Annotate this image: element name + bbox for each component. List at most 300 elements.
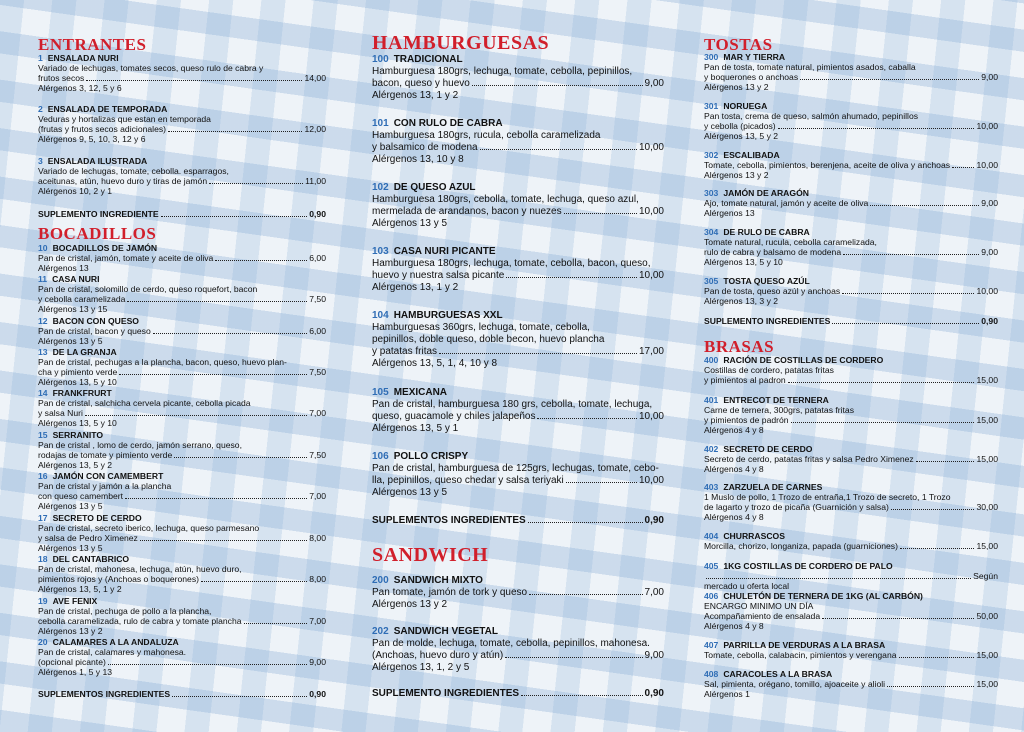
item-name: CON RULO DE CABRA [393, 118, 503, 129]
item-price-line [38, 73, 326, 83]
suplemento-line [372, 688, 664, 699]
item-number: 408 [704, 669, 719, 679]
item-price: 15,00 [976, 415, 998, 425]
item-description-last: bacon, queso y huevo [372, 78, 470, 89]
item-allergens: Alérgenos 13 y 2 [704, 170, 769, 180]
menu-item [38, 274, 326, 314]
item-name: CASA NURI [52, 274, 100, 284]
dot-leader [842, 293, 974, 294]
item-heading [704, 482, 998, 492]
item-description-last: (opcional picante) [38, 657, 106, 667]
item-number: 304 [704, 227, 719, 237]
item-description-last: (frutas y frutos secos adicionales) [38, 124, 167, 134]
item-allergens: Alérgenos 1 [704, 689, 750, 699]
item-allergens: Alérgenos 13, 5 y 1 [372, 423, 459, 434]
item-price: 6,00 [309, 326, 326, 336]
item-description-last: y boquerones o anchoas [704, 72, 799, 82]
item-number: 18 [38, 554, 48, 564]
dot-leader [506, 277, 637, 278]
item-number: 406 [704, 591, 719, 601]
suplemento-price: 0,90 [309, 689, 326, 699]
suplemento-line [372, 515, 664, 526]
item-heading [38, 471, 326, 481]
item-description-last: lla, pepinillos, queso chedar y salsa teriyaki [372, 475, 564, 486]
dot-leader [564, 213, 637, 214]
item-description-last: Pan de cristal, jamón, tomate y aceite de oliva [38, 253, 214, 263]
item-price: 15,00 [976, 679, 998, 689]
item-description-last: Tomate, cebolla, pimientos, berenjena, aceite de oliva y anchoas [704, 160, 951, 170]
item-price: 10,00 [638, 206, 664, 217]
item-name: SERRANITO [52, 430, 104, 440]
item-description-last: y patatas fritas [372, 346, 438, 357]
item-allergens: Alérgenos 4 y 8 [704, 464, 764, 474]
item-heading [38, 243, 326, 253]
item-price: Según [973, 571, 998, 581]
item-number: 300 [704, 52, 719, 62]
item-price-line [38, 491, 326, 501]
item-heading [704, 276, 998, 286]
item-heading [704, 669, 998, 679]
item-number: 2 [38, 104, 43, 114]
item-name: PARRILLA DE VERDURAS A LA BRASA [723, 640, 886, 650]
item-description: Pan de cristal, secreto iberico, lechuga, queso parmesano [38, 523, 260, 533]
item-name: BOCADILLOS DE JAMÓN [52, 243, 158, 253]
item-name: NORUEGA [723, 101, 768, 111]
item-price-line [372, 650, 664, 662]
item-heading [704, 227, 998, 237]
menu-item [704, 150, 998, 180]
dot-leader [778, 128, 975, 129]
item-description-last: y pimientos al padron [704, 375, 786, 385]
item-heading [38, 637, 326, 647]
item-price: 7,50 [309, 294, 326, 304]
item-price-line [704, 375, 998, 385]
menu-item [704, 444, 998, 474]
item-allergens: Alérgenos 13 y 2 [38, 626, 103, 636]
dot-leader [140, 540, 307, 541]
menu-item [38, 471, 326, 511]
item-description-last: (Anchoas, huevo duro y atún) [372, 650, 504, 661]
dot-leader [887, 686, 974, 687]
item-price: 17,00 [638, 346, 664, 357]
dot-leader [108, 664, 307, 665]
dot-leader [529, 594, 642, 595]
item-heading [704, 561, 998, 571]
item-heading [372, 182, 664, 194]
section-title-sandwich: SANDWICH [372, 544, 489, 566]
item-price: 50,00 [976, 611, 998, 621]
item-price: 8,00 [309, 533, 326, 543]
item-price-line [704, 121, 998, 131]
dot-leader [870, 205, 979, 206]
dot-leader [85, 415, 307, 416]
item-allergens: Alérgenos 13, 5 y 2 [704, 131, 779, 141]
item-name: SECRETO DE CERDO [52, 513, 142, 523]
item-heading [704, 52, 998, 62]
menu-item [704, 101, 998, 141]
item-price: 30,00 [976, 502, 998, 512]
dot-leader [127, 301, 307, 302]
dot-leader [480, 149, 637, 150]
item-name: SANDWICH VEGETAL [393, 626, 498, 637]
item-description-last: y cebolla (picados) [704, 121, 776, 131]
dot-leader [822, 618, 974, 619]
item-price-line [38, 574, 326, 584]
item-description: Pan de molde, lechuga, tomate, cebolla, pepinillos, mahonesa. [372, 638, 650, 649]
item-name: CASA NURI PICANTE [393, 246, 496, 257]
item-description-last: y pimientos de padrón [704, 415, 789, 425]
item-heading [372, 626, 664, 638]
item-price: 7,50 [309, 450, 326, 460]
dot-leader [209, 183, 303, 184]
item-allergens: Alérgenos 9, 5, 10, 3, 12 y 6 [38, 134, 146, 144]
suplemento-label: SUPLEMENTO INGREDIENTES [372, 688, 520, 699]
item-heading [704, 150, 998, 160]
item-name: BACON CON QUESO [52, 316, 139, 326]
section-title-bocadillos: BOCADILLOS [38, 224, 157, 243]
item-heading [38, 316, 326, 326]
menu-item [372, 310, 664, 370]
item-description: Variado de lechugas, tomate, cebolla. esparragos, [38, 166, 229, 176]
item-heading [372, 310, 664, 322]
item-description: Pan de tosta, tomate natural, pimientos asados, caballa [704, 62, 916, 72]
item-description: Pan de cristal, pechugas a la plancha, bacon, queso, huevo plan- [38, 357, 287, 367]
menu-item [704, 561, 998, 591]
item-price-line [38, 253, 326, 263]
dot-leader [537, 418, 637, 419]
section-title-entrantes: ENTRANTES [38, 35, 147, 54]
menu-item [38, 347, 326, 387]
item-name: AVE FENIX [52, 596, 98, 606]
item-heading [372, 575, 664, 587]
dot-leader [472, 85, 643, 86]
item-price: 10,00 [638, 270, 664, 281]
item-description: Veduras y hortalizas que estan en temporada [38, 114, 211, 124]
item-allergens: Alérgenos 13 [38, 263, 89, 273]
item-number: 404 [704, 531, 719, 541]
item-number: 10 [38, 243, 48, 253]
item-name: CHURRASCOS [723, 531, 785, 541]
dot-leader [86, 80, 302, 81]
item-price-line [704, 415, 998, 425]
item-heading [38, 596, 326, 606]
item-price-line [704, 286, 998, 296]
item-name: ENTRECOT DE TERNERA [723, 395, 829, 405]
item-description-last: pimientos rojos y (Anchoas o boquerones) [38, 574, 199, 584]
item-heading [38, 388, 326, 398]
item-number: 106 [372, 451, 389, 462]
item-allergens: Alérgenos 13, 5, 1 y 2 [38, 584, 122, 594]
item-price-line [372, 78, 664, 90]
item-name: ENSALADA NURI [47, 53, 119, 63]
menu-item [372, 626, 664, 674]
item-heading [704, 395, 998, 405]
item-name: DEL CANTABRICO [52, 554, 130, 564]
item-description: ENCARGO MINIMO UN DÍA [704, 601, 814, 611]
item-description: Pan de cristal y jamón a la plancha [38, 481, 172, 491]
item-price: 9,00 [981, 72, 998, 82]
item-description-last: y salsa de Pedro Ximenez [38, 533, 138, 543]
item-number: 200 [372, 575, 389, 586]
item-description-last: rulo de cabra y balsamo de modena [704, 247, 842, 257]
dot-leader [201, 581, 307, 582]
suplemento-label: SUPLEMENTOS INGREDIENTES [38, 689, 171, 699]
item-description: Pan de cristal , lomo de cerdo, jamón serrano, queso, [38, 440, 242, 450]
item-price: 10,00 [976, 121, 998, 131]
item-name: MEXICANA [393, 387, 448, 398]
item-description-last: frutos secos [38, 73, 85, 83]
item-number: 103 [372, 246, 389, 257]
menu-item [38, 316, 326, 346]
item-price-line [38, 657, 326, 667]
menu-item [38, 430, 326, 470]
dot-leader [952, 167, 974, 168]
dot-leader [244, 623, 308, 624]
item-description: Hamburguesa 180grs, cebolla, tomate, lechuga, queso azul, [372, 194, 639, 205]
item-price-line [372, 411, 664, 423]
item-description: Carne de ternera, 300grs, patatas fritas [704, 405, 854, 415]
suplemento-line [38, 689, 326, 699]
item-number: 407 [704, 640, 719, 650]
menu-item [704, 188, 998, 218]
item-description: Pan de cristal, solomillo de cerdo, queso roquefort, bacon [38, 284, 258, 294]
dot-leader [125, 498, 307, 499]
item-name: DE QUESO AZUL [393, 182, 476, 193]
item-price: 10,00 [638, 475, 664, 486]
item-name: CHULETÓN DE TERNERA DE 1KG (AL CARBÓN) [723, 591, 923, 601]
item-allergens: Alérgenos 13 y 5 [372, 218, 448, 229]
item-description-last: Pan tomate, jamón de tork y queso [372, 587, 528, 598]
item-price-line [38, 616, 326, 626]
menu-item [704, 227, 998, 267]
item-price: 10,00 [638, 411, 664, 422]
item-description-last: queso, guacamole y chiles jalapeños [372, 411, 536, 422]
item-heading [38, 347, 326, 357]
item-description-last: huevo y nuestra salsa picante [372, 270, 505, 281]
item-price-line [38, 367, 326, 377]
menu-item [38, 53, 326, 93]
item-price-line [704, 72, 998, 82]
item-name: 1KG COSTILLAS DE CORDERO DE PALO [723, 561, 893, 571]
item-allergens: Alérgenos 13, 5 y 10 [704, 257, 783, 267]
item-name: HAMBURGUESAS XXL [393, 310, 503, 321]
item-number: 19 [38, 596, 48, 606]
item-description-last: rodajas de tomate y pimiento verde [38, 450, 173, 460]
item-description-last: Sal, pimienta, orégano, tomillo, ajoaceite y alioli [704, 679, 886, 689]
menu-item [372, 54, 664, 102]
item-description-last: cha y pimiento verde [38, 367, 118, 377]
item-heading [704, 444, 998, 454]
item-description: Hamburguesa 180grs, lechuga, tomate, cebolla, bacon, queso, [372, 258, 651, 269]
item-number: 302 [704, 150, 719, 160]
menu-item [372, 118, 664, 166]
item-price-line [704, 679, 998, 689]
menu-item [704, 591, 998, 631]
item-allergens: Alérgenos 1, 5 y 13 [38, 667, 113, 677]
item-number: 14 [38, 388, 48, 398]
menu-item [372, 451, 664, 499]
menu-item [38, 388, 326, 428]
item-allergens: Alérgenos 13 [704, 208, 755, 218]
item-price: 9,00 [309, 657, 326, 667]
item-price-line [38, 450, 326, 460]
menu-item [38, 513, 326, 553]
item-price: 7,50 [309, 367, 326, 377]
item-number: 12 [38, 316, 48, 326]
item-name: ESCALIBADA [723, 150, 780, 160]
menu-item [372, 575, 664, 611]
item-name: ENSALADA ILUSTRADA [47, 156, 148, 166]
item-allergens: Alérgenos 13, 1, 2 y 5 [372, 662, 470, 673]
item-price-line [704, 611, 998, 621]
menu-item [704, 52, 998, 92]
item-number: 13 [38, 347, 48, 357]
item-name: POLLO CRISPY [393, 451, 469, 462]
item-name: ENSALADA DE TEMPORADA [47, 104, 168, 114]
item-number: 20 [38, 637, 48, 647]
item-price-line [372, 142, 664, 154]
item-description-last: y balsamico de modena [372, 142, 478, 153]
item-description-last: de lagarto y trozo de picaña (Guarnición y salsa) [704, 502, 889, 512]
item-heading [38, 513, 326, 523]
item-price: 6,00 [309, 253, 326, 263]
item-price-line [38, 533, 326, 543]
item-name: ZARZUELA DE CARNES [723, 482, 823, 492]
menu-item [372, 246, 664, 294]
item-allergens: Alérgenos 10, 2 y 1 [38, 186, 113, 196]
item-heading [704, 591, 998, 601]
item-heading [372, 246, 664, 258]
item-price: 10,00 [638, 142, 664, 153]
item-description-last: Tomate, cebolla, calabacin, pimientos y verengana [704, 650, 897, 660]
item-price: 7,00 [309, 616, 326, 626]
menu-item [38, 156, 326, 196]
item-price: 11,00 [305, 176, 326, 186]
item-allergens: Alérgenos 13, 1 y 2 [372, 90, 459, 101]
item-price-line [704, 198, 998, 208]
item-number: 305 [704, 276, 719, 286]
item-name: JAMÓN DE ARAGÓN [723, 188, 809, 198]
item-number: 301 [704, 101, 719, 111]
item-number: 402 [704, 444, 719, 454]
item-price-line [38, 124, 326, 134]
item-number: 303 [704, 188, 719, 198]
menu-item [704, 395, 998, 435]
item-name: DE RULO DE CABRA [723, 227, 810, 237]
item-description: Hamburguesa 180grs, lechuga, tomate, cebolla, pepinillos, [372, 66, 633, 77]
item-description: Pan tosta, crema de queso, salmón ahumado, pepinillos [704, 111, 919, 121]
item-price: 15,00 [976, 541, 998, 551]
item-allergens: Alérgenos 4 y 8 [704, 621, 764, 631]
item-heading [372, 118, 664, 130]
dot-leader [119, 374, 307, 375]
menu-item [38, 243, 326, 273]
item-number: 202 [372, 626, 389, 637]
item-description-last: cebolla caramelizada, rulo de cabra y tomate plancha [38, 616, 242, 626]
item-price-line [372, 206, 664, 218]
item-name: FRANKFRURT [52, 388, 112, 398]
item-price-line [38, 326, 326, 336]
suplemento-price: 0,90 [309, 209, 326, 219]
item-allergens: Alérgenos 13, 10 y 8 [372, 154, 464, 165]
dot-leader [900, 548, 975, 549]
item-description: Pan de cristal, salchicha cervela picante, cebolla picada [38, 398, 251, 408]
item-price: 10,00 [976, 160, 998, 170]
item-description: Pan de cristal, mahonesa, lechuga, atún, huevo duro, [38, 564, 242, 574]
suplemento-line [704, 316, 998, 326]
dot-leader [791, 422, 975, 423]
item-price-line [704, 454, 998, 464]
item-description: Pan de cristal, calamares y mahonesa. [38, 647, 187, 657]
item-allergens: Alérgenos 13, 5, 1, 4, 10 y 8 [372, 358, 498, 369]
item-heading [372, 54, 664, 66]
item-name: RACIÓN DE COSTILLAS DE CORDERO [723, 355, 884, 365]
item-description-last: Acompañamiento de ensalada [704, 611, 821, 621]
dot-leader [174, 457, 307, 458]
item-number: 16 [38, 471, 48, 481]
menu-item [38, 596, 326, 636]
item-price-line [704, 160, 998, 170]
item-description: 1 Muslo de pollo, 1 Trozo de entraña,1 Trozo de secreto, 1 Trozo [704, 492, 951, 502]
dot-leader [566, 482, 637, 483]
item-allergens: Alérgenos 4 y 8 [704, 425, 764, 435]
item-number: 102 [372, 182, 389, 193]
item-number: 17 [38, 513, 48, 523]
suplemento-label: SUPLEMENTO INGREDIENTES [704, 316, 831, 326]
dot-leader [505, 657, 642, 658]
item-name: SANDWICH MIXTO [393, 575, 483, 586]
item-heading [372, 387, 664, 399]
item-heading [38, 430, 326, 440]
item-price: 8,00 [309, 574, 326, 584]
item-price: 10,00 [976, 286, 998, 296]
item-price-line [38, 408, 326, 418]
suplemento-label: SUPLEMENTO INGREDIENTE [38, 209, 159, 219]
item-description-last: y salsa Nuri [38, 408, 83, 418]
item-allergens: Alérgenos 4 y 8 [704, 512, 764, 522]
section-title-tostas: TOSTAS [704, 35, 773, 54]
item-price: 15,00 [976, 650, 998, 660]
item-description-last: Pan de tosta, queso azúl y anchoas [704, 286, 841, 296]
item-price-line [704, 541, 998, 551]
item-number: 100 [372, 54, 389, 65]
item-price: 9,00 [644, 78, 664, 89]
item-number: 11 [38, 274, 48, 284]
item-description: Tomate natural, rucula, cebolla caramelizada, [704, 237, 877, 247]
menu-item [704, 355, 998, 385]
item-description: Pan de cristal, pechuga de pollo a la plancha, [38, 606, 212, 616]
item-name: DE LA GRANJA [52, 347, 117, 357]
item-allergens: Alérgenos 13, 5 y 10 [38, 418, 117, 428]
item-description-last: mermelada de arandanos, bacon y nuezes [372, 206, 562, 217]
dot-leader [153, 333, 308, 334]
item-price-line [704, 571, 998, 581]
dot-leader [899, 657, 975, 658]
item-price-line [372, 475, 664, 487]
item-heading [704, 188, 998, 198]
item-description-last: Secreto de cerdo, patatas fritas y salsa Pedro Ximenez [704, 454, 914, 464]
item-number: 405 [704, 561, 719, 571]
item-allergens: Alérgenos 13, 1 y 2 [372, 282, 459, 293]
item-name: TOSTA QUESO AZÚL [723, 276, 810, 286]
menu-item [704, 482, 998, 522]
menu-item [372, 387, 664, 435]
item-heading [704, 640, 998, 650]
item-description-last: con queso camembert [38, 491, 124, 501]
item-number: 104 [372, 310, 389, 321]
item-heading [38, 156, 326, 166]
item-number: 105 [372, 387, 389, 398]
